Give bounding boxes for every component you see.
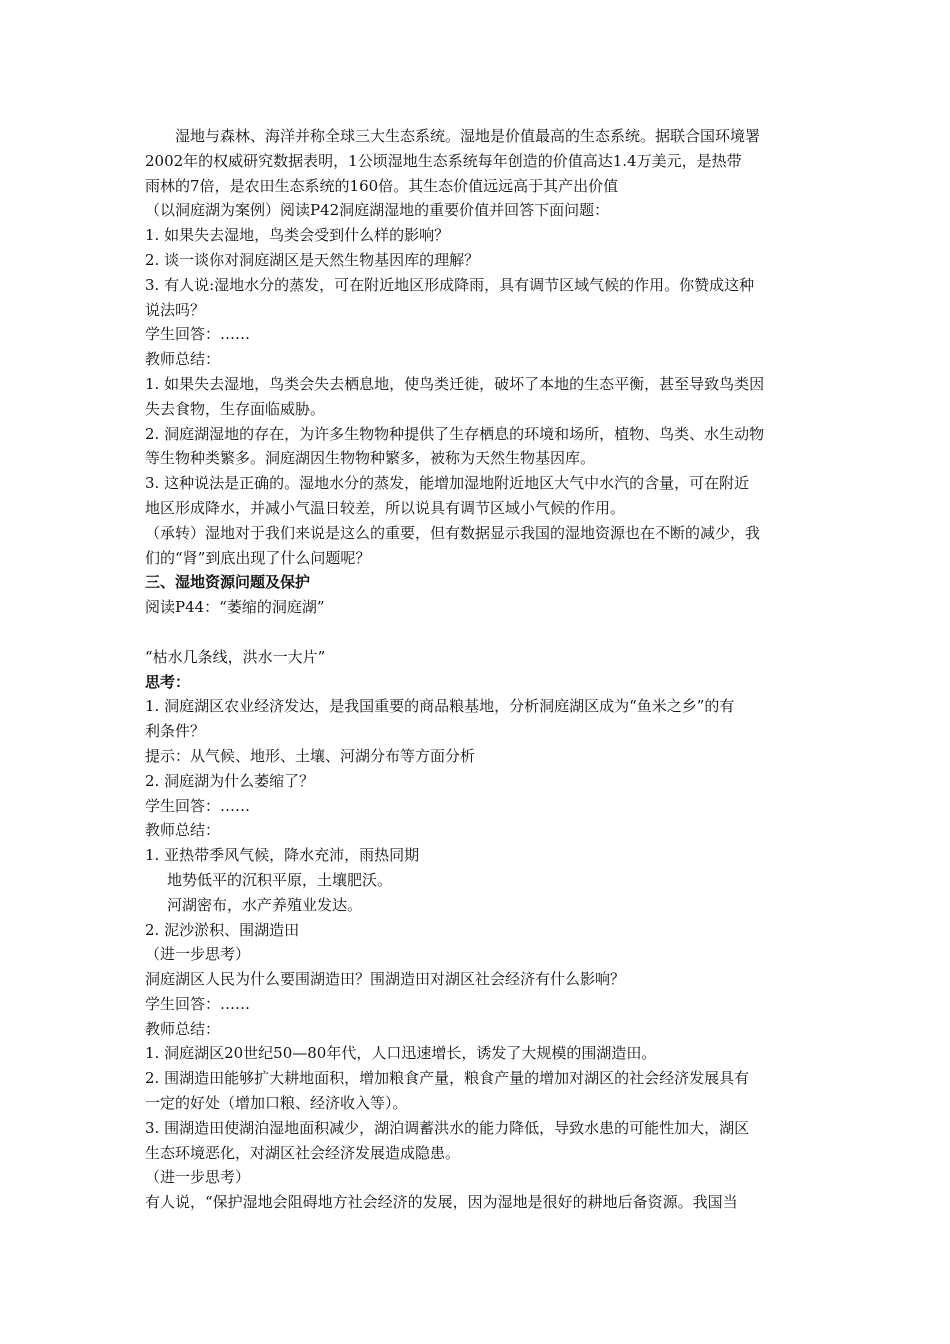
question-line: 3. 有人说:湿地水分的蒸发，可在附近地区形成降雨，具有调节区域气候的作用。你赞成这种 <box>145 275 755 294</box>
blank-line <box>145 620 813 645</box>
summary-line: 1. 如果失去湿地，鸟类会失去栖息地，使鸟类迁徙，破坏了本地的生态平衡，甚至导致鸟类因 <box>145 374 765 393</box>
quote-line: “枯水几条线，洪水一大片” <box>145 647 326 666</box>
paragraph-line: 雨林的7倍，是农田生态系统的160倍。其生态价值远远高于其产出价值 <box>145 176 619 195</box>
thinking-heading: 思考： <box>145 672 191 691</box>
teacher-summary-label: 教师总结： <box>145 1019 221 1038</box>
paragraph-line: （以洞庭湖为案例）阅读P42洞庭湖湿地的重要价值并回答下面问题： <box>145 201 610 220</box>
summary-line: 地区形成降水，并减小气温日较差，所以说具有调节区域小气候的作用。 <box>145 498 626 517</box>
summary-line: 河湖密布，水产养殖业发达。 <box>167 895 363 914</box>
question-line: 2. 洞庭湖为什么萎缩了？ <box>145 771 315 790</box>
question-line: 1. 如果失去湿地，鸟类会受到什么样的影响？ <box>145 226 450 245</box>
student-answer-line: 学生回答：…… <box>145 325 251 344</box>
summary-line: 一定的好处（增加口粮、经济收入等）。 <box>145 1094 408 1113</box>
transition-line: （承转）湿地对于我们来说是这么的重要，但有数据显示我国的湿地资源也在不断的减少，我 <box>145 523 761 542</box>
teacher-summary-label: 教师总结： <box>145 350 221 369</box>
summary-line: 2. 泥沙淤积、围湖造田 <box>145 920 300 939</box>
summary-line: 3. 围湖造田使湖泊湿地面积减少，湖泊调蓄洪水的能力降低，导致水患的可能性加大，湖区 <box>145 1118 750 1137</box>
question-line: 洞庭湖区人民为什么要围湖造田？围湖造田对湖区社会经济有什么影响？ <box>145 970 626 989</box>
paragraph-line: 2002年的权威研究数据表明，1公顷湿地生态系统每年创造的价值高达1.4万美元，是热带 <box>145 151 742 170</box>
summary-line: 生态环境恶化，对湖区社会经济发展造成隐患。 <box>145 1143 461 1162</box>
summary-line: 等生物种类繁多。洞庭湖因生物物种繁多，被称为天然生物基因库。 <box>145 449 596 468</box>
paragraph-line: 湿地与森林、海洋并称全球三大生态系统。湿地是价值最高的生态系统。据联合国环境署 <box>175 127 761 145</box>
hint-line: 提示：从气候、地形、土壤、河湖分布等方面分析 <box>145 746 476 765</box>
section-heading: 三、湿地资源问题及保护 <box>145 573 311 592</box>
question-line: 利条件？ <box>145 722 206 741</box>
summary-line: 2. 围湖造田能够扩大耕地面积，增加粮食产量，粮食产量的增加对湖区的社会经济发展具有 <box>145 1069 750 1088</box>
question-line: 2. 谈一谈你对洞庭湖区是天然生物基因库的理解？ <box>145 250 480 269</box>
teacher-summary-label: 教师总结： <box>145 821 221 840</box>
further-thinking-label: （进一步思考） <box>145 945 251 964</box>
summary-line: 2. 洞庭湖湿地的存在，为许多生物物种提供了生存栖息的环境和场所，植物、鸟类、水生动物 <box>145 424 765 443</box>
student-answer-line: 学生回答：…… <box>145 994 251 1013</box>
paragraph-line: 有人说，“保护湿地会阻碍地方社会经济的发展，因为湿地是很好的耕地后备资源。我国当 <box>145 1193 738 1212</box>
summary-line: 1. 亚热带季风气候，降水充沛，雨热同期 <box>145 846 420 865</box>
summary-line: 失去食物，生存面临威胁。 <box>145 399 326 418</box>
document-body <box>145 124 813 1215</box>
question-line: 说法吗？ <box>145 300 206 319</box>
summary-line: 地势低平的沉积平原，土壤肥沃。 <box>167 870 393 889</box>
summary-line: 1. 洞庭湖区20世纪50—80年代，人口迅速增长，诱发了大规模的围湖造田。 <box>145 1044 657 1063</box>
further-thinking-label: （进一步思考） <box>145 1168 251 1187</box>
transition-line: 们的“肾”到底出现了什么问题呢？ <box>145 548 371 567</box>
reading-line: 阅读P44：“萎缩的洞庭湖” <box>145 598 325 617</box>
question-line: 1. 洞庭湖区农业经济发达，是我国重要的商品粮基地，分析洞庭湖区成为“鱼米之乡”的有 <box>145 697 735 716</box>
summary-line: 3. 这种说法是正确的。湿地水分的蒸发，能增加湿地附近地区大气中水汽的含量，可在附近 <box>145 474 750 493</box>
student-answer-line: 学生回答：…… <box>145 796 251 815</box>
